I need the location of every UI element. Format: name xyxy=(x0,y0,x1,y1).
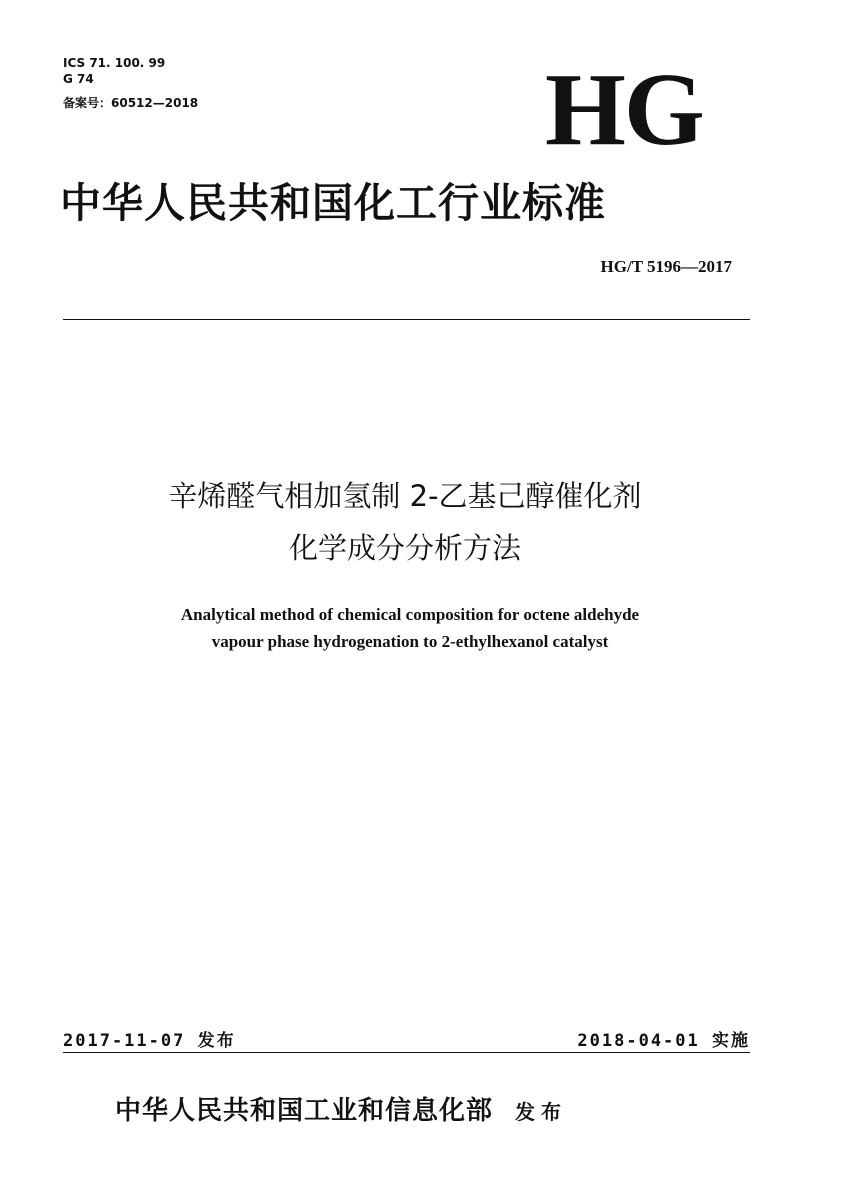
title-cn-line2: 化学成分分析方法 xyxy=(288,531,521,565)
title-en-line2: vapour phase hydrogenation to 2-ethylhexanol catalyst xyxy=(211,632,609,651)
issuer-name: 中华人民共和国工业和信息化部 xyxy=(115,1096,494,1126)
issuer-suffix: 发布 xyxy=(515,1100,568,1124)
hg-logo: HG xyxy=(545,52,703,167)
record-number: 备案号：60512—2018 xyxy=(63,96,199,110)
implementation-date: 2018-04-01 实施 xyxy=(577,1031,750,1051)
standard-number: HG/T 5196—2017 xyxy=(600,257,732,276)
title-en-line1: Analytical method of chemical composition for octene aldehyde xyxy=(180,605,640,624)
publish-date: 2017-11-07 发布 xyxy=(63,1031,236,1051)
top-divider xyxy=(63,319,750,320)
ics-code: ICS 71. 100. 99 xyxy=(63,56,166,70)
classification-code: G 74 xyxy=(63,72,94,86)
title-cn-line1: 辛烯醛气相加氢制 2-乙基己醇催化剂 xyxy=(168,479,642,513)
bottom-divider xyxy=(63,1052,750,1053)
issuer-line xyxy=(115,1090,567,1127)
standard-type-heading: 中华人民共和国化工行业标准 xyxy=(60,179,606,227)
